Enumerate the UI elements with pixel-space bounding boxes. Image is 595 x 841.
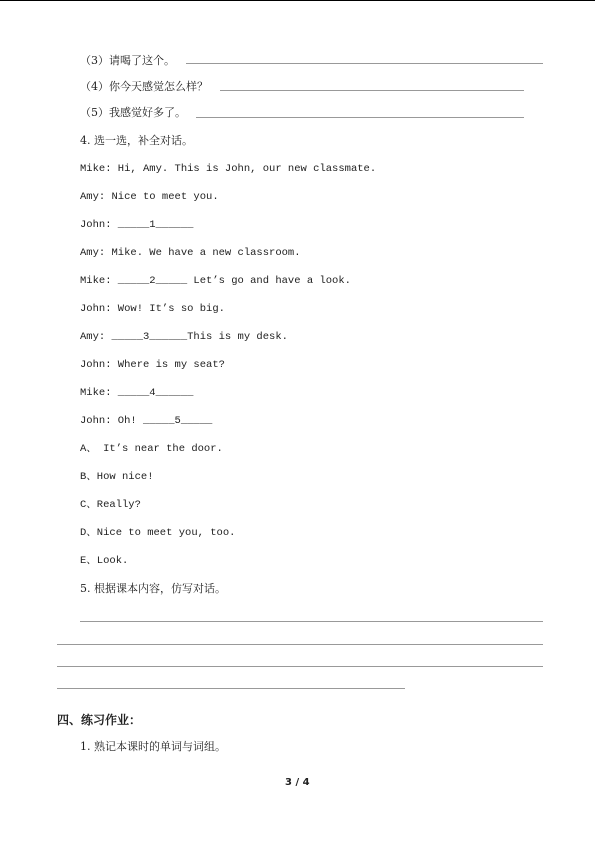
answer-line-3 bbox=[186, 63, 543, 64]
writing-line-1 bbox=[80, 621, 543, 622]
dialog-line: Mike: _____2_____ Let’s go and have a look. bbox=[80, 275, 351, 287]
item-text: 请喝了这个。 bbox=[109, 54, 175, 67]
answer-line-4 bbox=[220, 90, 524, 91]
dialog-line: John: _____1______ bbox=[80, 219, 194, 231]
translation-item-5 bbox=[80, 106, 186, 120]
dialog-line: John: Where is my seat? bbox=[80, 359, 225, 371]
dialog-line: John: Wow! It’s so big. bbox=[80, 303, 225, 315]
option-a: A、 It’s near the door. bbox=[80, 443, 223, 455]
translation-item-3 bbox=[80, 54, 175, 68]
item-number: （3） bbox=[80, 54, 109, 67]
top-rule bbox=[0, 0, 595, 1]
option-e: E、Look. bbox=[80, 555, 129, 567]
dialog-line: Mike: Hi, Amy. This is John, our new classmate. bbox=[80, 163, 377, 175]
writing-line-2 bbox=[57, 644, 543, 645]
question-4-title: 4. 选一选，补全对话。 bbox=[80, 134, 193, 147]
option-d: D、Nice to meet you, too. bbox=[80, 527, 236, 539]
option-b: B、How nice! bbox=[80, 471, 154, 483]
translation-item-4 bbox=[80, 80, 208, 94]
item-text: 你今天感觉怎么样？ bbox=[109, 80, 208, 93]
question-5-title: 5. 根据课本内容，仿写对话。 bbox=[80, 582, 226, 595]
writing-line-4 bbox=[57, 688, 405, 689]
item-number: （4） bbox=[80, 80, 109, 93]
item-text: 我感觉好多了。 bbox=[109, 106, 186, 119]
dialog-line: Amy: Nice to meet you. bbox=[80, 191, 219, 203]
item-number: （5） bbox=[80, 106, 109, 119]
dialog-line: John: Oh! _____5_____ bbox=[80, 415, 213, 427]
option-c: C、Really? bbox=[80, 499, 141, 511]
writing-line-3 bbox=[57, 666, 543, 667]
page-number: 3 / 4 bbox=[285, 777, 310, 788]
dialog-line: Amy: _____3______This is my desk. bbox=[80, 331, 288, 343]
section-heading: 四、练习作业： bbox=[57, 713, 142, 727]
answer-line-5 bbox=[196, 117, 524, 118]
dialog-line: Amy: Mike. We have a new classroom. bbox=[80, 247, 301, 259]
homework-item-1: 1. 熟记本课时的单词与词组。 bbox=[80, 740, 226, 753]
dialog-line: Mike: _____4______ bbox=[80, 387, 194, 399]
